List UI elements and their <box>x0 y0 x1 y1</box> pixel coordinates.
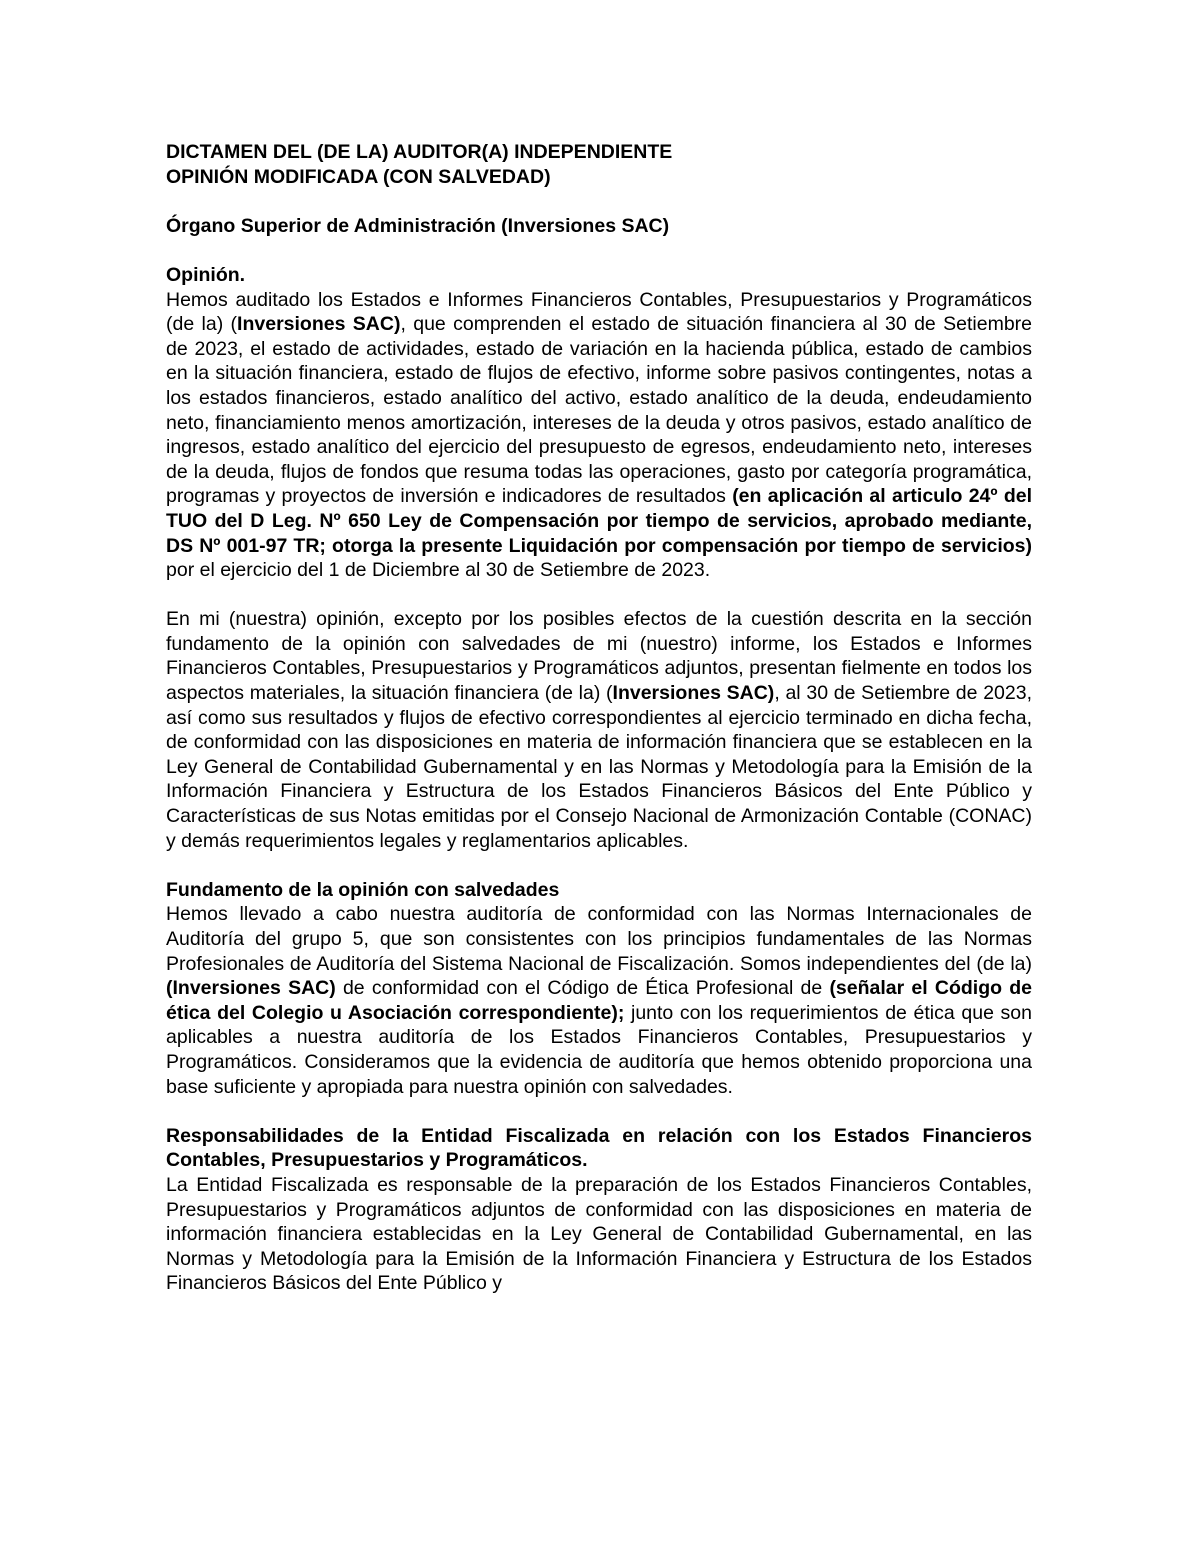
opinion-paragraph-1 <box>166 288 1032 583</box>
opinion-paragraph-2 <box>166 607 1032 853</box>
addressee: Órgano Superior de Administración (Inversiones SAC) <box>166 214 670 237</box>
fundamento-heading: Fundamento de la opinión con salvedades <box>166 878 560 901</box>
document-body <box>166 140 1032 1296</box>
opinion-heading: Opinión. <box>166 263 246 286</box>
spacer <box>166 583 1032 608</box>
text-run: , al 30 de Setiembre de 2023, así como sus resultados y flujos de efectivo correspondientes al ejercicio terminado en dicha fecha, de conformidad con las disposiciones en materia de información financiera que se establecen en la Ley General de Contabilidad Gubernamental y en las Normas y Metodología para la Emisión de la Información Financiera y Estructura de los Estados Financieros Básicos del Ente Público y Características de sus Notas emitidas por el Consejo Nacional de Armonización Contable (CONAC) y demás requerimientos legales y reglamentarios aplicables. <box>166 682 1032 852</box>
text-run: Hemos llevado a cabo nuestra auditoría de conformidad con las Normas Internacionales de Auditoría del grupo 5, que son consistentes con los principios fundamentales de las Normas Profesionales de Auditoría del Sistema Nacional de Fiscalización. Somos independientes del (de la) <box>166 903 1032 975</box>
spacer <box>166 238 1032 263</box>
entity-name: (Inversiones SAC) <box>166 977 336 1000</box>
ethics-code-reference: (señalar el Código de ética del Colegio u Asociación correspondiente); <box>166 977 1032 1024</box>
text-run: En mi (nuestra) opinión, excepto por los posibles efectos de la cuestión descrita en la sección fundamento de la opinión con salvedades de mi (nuestro) informe, los Estados e Informes Financieros Contables, Presupuestarios y Programáticos adjuntos, presentan fielmente en todos los aspectos materiales, la situación financiera (de la) ( <box>166 608 1032 705</box>
spacer <box>166 1099 1032 1124</box>
responsabilidades-paragraph: La Entidad Fiscalizada es responsable de la preparación de los Estados Financieros Contables, Presupuestarios y Programáticos adjuntos de conformidad con las disposiciones en materia de información financiera establecidas en la Ley General de Contabilidad Gubernamental, en las Normas y Metodología para la Emisión de la Información Financiera y Estructura de los Estados Financieros Básicos del Ente Público y <box>166 1173 1032 1295</box>
text-run: de conformidad con el Código de Ética Profesional de <box>335 977 830 1000</box>
document-title: DICTAMEN DEL (DE LA) AUDITOR(A) INDEPENDIENTE <box>166 141 673 163</box>
document-subtitle: OPINIÓN MODIFICADA (CON SALVEDAD) <box>166 165 551 188</box>
text-run: Hemos auditado los Estados e Informes Financieros Contables, Presupuestarios y Programáticos (de la) ( <box>166 288 1032 336</box>
text-run: por el ejercicio del 1 de Diciembre al 30 de Setiembre de 2023. <box>166 559 711 582</box>
fundamento-paragraph <box>166 902 1032 1099</box>
responsabilidades-heading: Responsabilidades de la Entidad Fiscalizada en relación con los Estados Financieros Contables, Presupuestarios y Programáticos. <box>166 1124 1032 1172</box>
entity-name: Inversiones SAC) <box>612 682 775 705</box>
spacer <box>166 853 1032 878</box>
spacer <box>166 189 1032 214</box>
text-run: junto con los requerimientos de ética que son aplicables a nuestra auditoría de los Estados Financieros Contables, Presupuestarios y Programáticos. Consideramos que la evidencia de auditoría que hemos obtenido proporciona una base suficiente y apropiada para nuestra opinión con salvedades. <box>166 1001 1032 1098</box>
text-run: , que comprenden el estado de situación financiera al 30 de Setiembre de 2023, el estado de actividades, estado de variación en la hacienda pública, estado de cambios en la situación financiera, estado de flujos de efectivo, informe sobre pasivos contingentes, notas a los estados financieros, estado analítico del activo, estado analítico de la deuda, endeudamiento neto, financiamiento menos amortización, intereses de la deuda y otros pasivos, estado analítico de ingresos, estado analítico del ejercicio del presupuesto de egresos, endeudamiento neto, intereses de la deuda, flujos de fondos que resuma todas las operaciones, gasto por categoría programática, programas y proyectos de inversión e indicadores de resultados <box>166 313 1033 508</box>
entity-name: Inversiones SAC) <box>237 313 401 336</box>
legal-reference: (en aplicación al articulo 24º del TUO del D Leg. Nº 650 Ley de Compensación por tiempo de servicios, aprobado mediante, DS Nº 001-97 TR; otorga la presente Liquidación por compensación por tiempo de servicios) <box>166 485 1032 557</box>
